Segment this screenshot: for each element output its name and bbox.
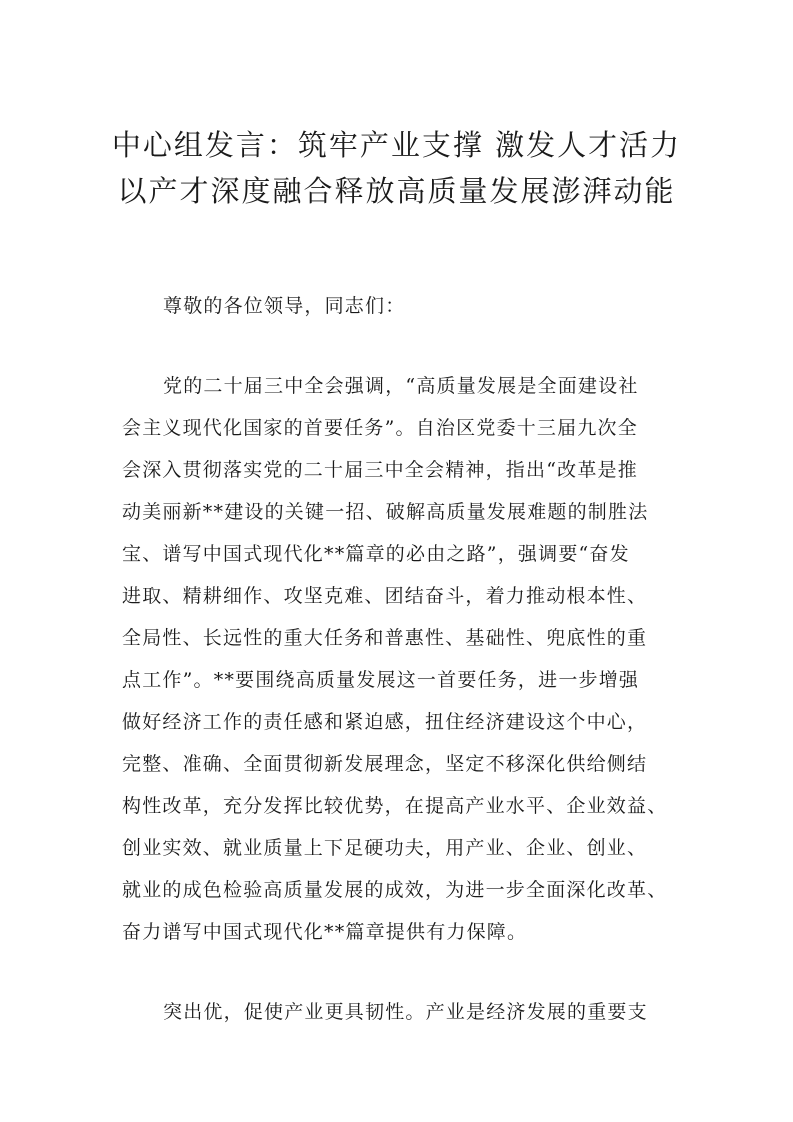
paragraph-line: 进取、精耕细作、攻坚克难、团结奋斗，着力推动根本性、 <box>122 585 648 607</box>
paragraph-line: 就业的成色检验高质量发展的成效，为进一步全面深化改革、 <box>122 879 668 901</box>
paragraph-line: 完整、准确、全面贯彻新发展理念，坚定不移深化供给侧结 <box>122 753 648 775</box>
paragraph-line: 宝、谱写中国式现代化**篇章的必由之路”，强调要“奋发 <box>122 543 630 565</box>
paragraph-line: 全局性、长远性的重大任务和普惠性、基础性、兜底性的重 <box>122 627 648 649</box>
paragraph-2-line: 突出优，促使产业更具韧性。产业是经济发展的重要支 <box>163 1001 648 1023</box>
paragraph-line: 做好经济工作的责任感和紧迫感，扭住经济建设这个中心， <box>122 711 648 733</box>
document-title-line2: 以产才深度融合释放高质量发展澎湃动能 <box>117 174 676 208</box>
paragraph-line: 点工作”。**要围绕高质量发展这一首要任务，进一步增强 <box>122 669 640 691</box>
paragraph-line: 会主义现代化国家的首要任务”。自治区党委十三届九次全 <box>122 417 638 439</box>
paragraph-line: 动美丽新**建设的关键一招、破解高质量发展难题的制胜法 <box>122 501 649 523</box>
paragraph-line: 创业实效、就业质量上下足硬功夫，用产业、企业、创业、 <box>122 837 648 859</box>
paragraph-line: 会深入贯彻落实党的二十届三中全会精神，指出“改革是推 <box>122 459 638 481</box>
document-title-line1: 中心组发言：筑牢产业支撑 激发人才活力 <box>111 128 682 162</box>
salutation: 尊敬的各位领导，同志们： <box>163 295 406 317</box>
paragraph-line: 奋力谱写中国式现代化**篇章提供有力保障。 <box>122 921 528 943</box>
paragraph-line: 党的二十届三中全会强调，“高质量发展是全面建设社 <box>163 375 639 397</box>
paragraph-line: 构性改革，充分发挥比较优势，在提高产业水平、企业效益、 <box>122 795 668 817</box>
